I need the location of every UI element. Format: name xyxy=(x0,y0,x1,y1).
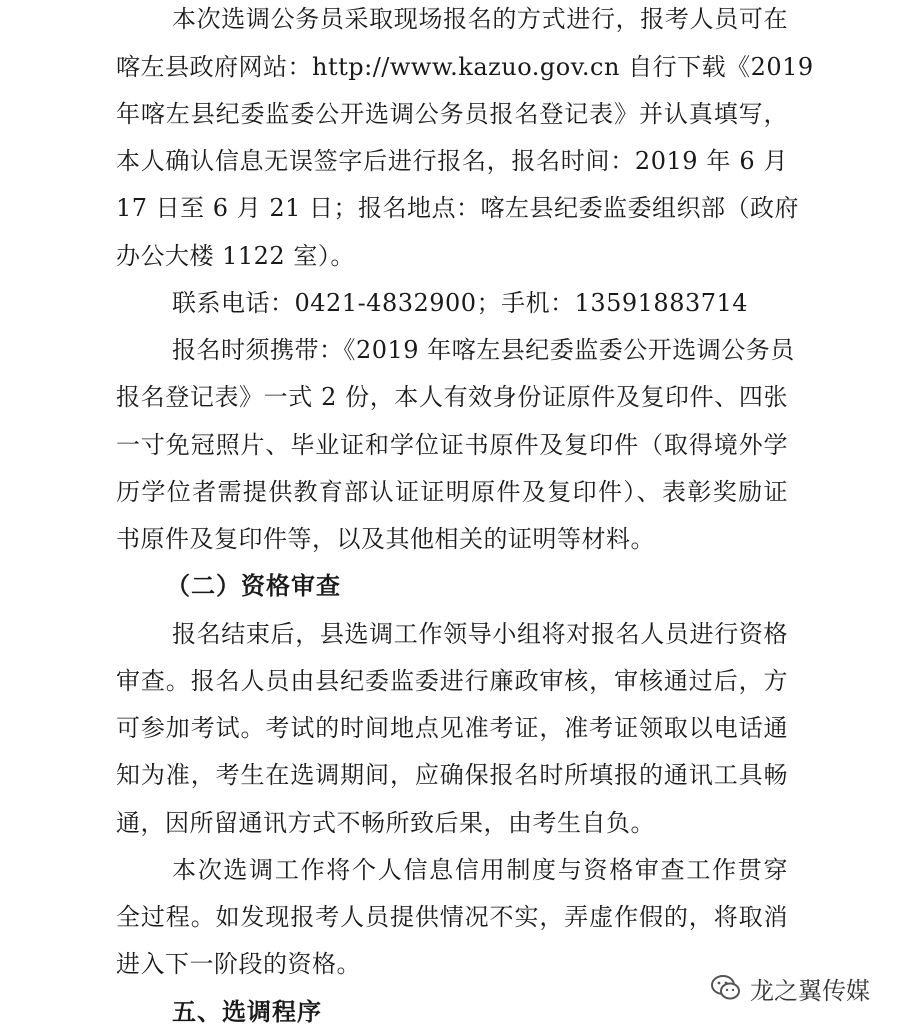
section-heading: （二）资格审查 xyxy=(166,572,341,600)
paragraph-line: 进入下一阶段的资格。 xyxy=(116,950,361,978)
paragraph-line: 通，因所留通讯方式不畅所致后果，由考生自负。 xyxy=(116,809,655,837)
paragraph-line: 报名登记表》一式 2 份，本人有效身份证原件及复印件、四张 xyxy=(116,383,788,411)
paragraph-line: 历学位者需提供教育部认证证明原件及复印件）、表彰奖励证 xyxy=(116,478,788,506)
paragraph-line: 可参加考试。考试的时间地点见准考证，准考证领取以电话通 xyxy=(116,714,788,742)
watermark-text: 龙之翼传媒 xyxy=(750,976,870,1005)
paragraph-line: 本次选调工作将个人信息信用制度与资格审查工作贯穿 xyxy=(172,856,788,884)
paragraph-line: 办公大楼 1122 室）。 xyxy=(116,242,355,270)
paragraph-line: 报名结束后，县选调工作领导小组将对报名人员进行资格 xyxy=(172,620,788,648)
paragraph-line: 本次选调公务员采取现场报名的方式进行，报考人员可在 xyxy=(172,5,788,33)
paragraph-line: 报名时须携带：《2019 年喀左县纪委监委公开选调公务员 xyxy=(172,336,795,364)
paragraph-line: 书原件及复印件等，以及其他相关的证明等材料。 xyxy=(116,525,655,553)
paragraph-line: 本人确认信息无误签字后进行报名，报名时间：2019 年 6 月 xyxy=(116,147,788,175)
watermark xyxy=(710,968,870,1008)
paragraph-line: 审查。报名人员由县纪委监委进行廉政审核，审核通过后，方 xyxy=(116,667,788,695)
paragraph-line: 17 日至 6 月 21 日；报名地点：喀左县纪委监委组织部（政府 xyxy=(116,194,799,222)
wechat-icon xyxy=(710,972,742,1004)
paragraph-line: 年喀左县纪委监委公开选调公务员报名登记表》并认真填写， xyxy=(116,100,788,128)
paragraph-line: 知为准，考生在选调期间，应确保报名时所填报的通讯工具畅 xyxy=(116,761,788,789)
paragraph-line: 全过程。如发现报考人员提供情况不实，弄虚作假的，将取消 xyxy=(116,903,788,931)
contact-line: 联系电话：0421-4832900；手机：13591883714 xyxy=(172,289,749,317)
section-heading: 五、选调程序 xyxy=(172,998,322,1026)
paragraph-line: 喀左县政府网站：http://www.kazuo.gov.cn 自行下载《2019 xyxy=(116,53,814,81)
paragraph-line: 一寸免冠照片、毕业证和学位证书原件及复印件（取得境外学 xyxy=(116,431,788,459)
